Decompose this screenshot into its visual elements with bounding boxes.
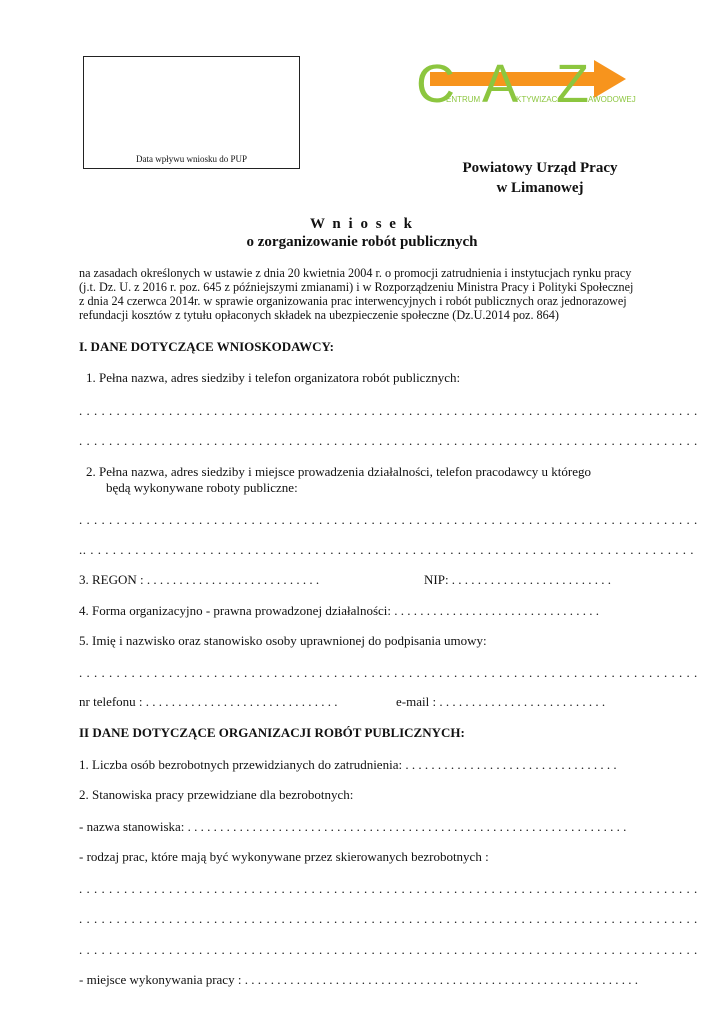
email-field[interactable]: e-mail : . . . . . . . . . . . . . . . . . . . . . . . . . . [396, 694, 606, 709]
legal-basis-line: refundacji kosztów z tytułu opłaconych składek na ubezpieczenie społeczne (Dz.U.2014 poz. 864) [79, 308, 559, 322]
legal-basis-line: z dnia 24 czerwca 2014r. w sprawie organizowania prac interwencyjnych i robót publicznych oraz jednorazowej [79, 294, 627, 308]
question-signatory: 5. Imię i nazwisko oraz stanowisko osoby uprawnionej do podpisania umowy: [79, 633, 487, 648]
logo-letter-z: Z [556, 54, 589, 114]
office-name: Powiatowy Urząd Pracy [462, 160, 618, 176]
logo-letter-a: A [482, 54, 519, 114]
section-1-heading: I. DANE DOTYCZĄCE WNIOSKODAWCY: [79, 339, 334, 354]
question-organizer-name: 1. Pełna nazwa, adres siedziby i telefon organizatora robót publicznych: [86, 370, 461, 385]
legal-basis-line: na zasadach określonych w ustawie z dnia 20 kwietnia 2004 r. o promocji zatrudnienia i instytucjach rynku pracy [79, 266, 632, 280]
caz-logo [416, 52, 636, 114]
position-name-field[interactable]: - nazwa stanowiska: . . . . . . . . . . . . . . . . . . . . . . . . . . . . . . . . . . . . . . . . . . . . . . . . . . . . . . . . . . . . . . . . . . . . [79, 819, 627, 834]
logo-letter-c: C [416, 54, 455, 114]
unemployed-count-field[interactable]: 1. Liczba osób bezrobotnych przewidzianych do zatrudnienia: . . . . . . . . . . . . . . . . . . . . . . . . . . . . . . . . . [79, 757, 617, 772]
logo-word-entrum: ENTRUM [446, 95, 481, 104]
phone-field[interactable]: nr telefonu : . . . . . . . . . . . . . . . . . . . . . . . . . . . . . . [79, 694, 338, 709]
intake-date-box[interactable] [83, 56, 300, 169]
fill-line[interactable]: . . . . . . . . . . . . . . . . . . . . . . . . . . . . . . . . . . . . . . . . . . . . . . . . . . . . . . . . . . . . . . . . . . . . . . . . . . . . . . . . . . . [79, 665, 698, 680]
logo-word-ktywizacji: KTYWIZACJI [516, 95, 564, 104]
document-subtitle: o zorganizowanie robót publicznych [246, 234, 478, 250]
nip-field[interactable]: NIP: . . . . . . . . . . . . . . . . . . . . . . . . . [424, 572, 612, 587]
fill-line[interactable]: . . . . . . . . . . . . . . . . . . . . . . . . . . . . . . . . . . . . . . . . . . . . . . . . . . . . . . . . . . . . . . . . . . . . . . . . . . . . . . . . . . . [79, 911, 698, 926]
fill-line[interactable]: .. . . . . . . . . . . . . . . . . . . . . . . . . . . . . . . . . . . . . . . . . . . . . . . . . . . . . . . . . . . . . . . . . . . . . . . . . . . . . . . . . . [79, 542, 694, 557]
question-employer-name: 2. Pełna nazwa, adres siedziby i miejsce prowadzenia działalności, telefon pracodawcy u którego [86, 464, 591, 479]
fill-line[interactable]: . . . . . . . . . . . . . . . . . . . . . . . . . . . . . . . . . . . . . . . . . . . . . . . . . . . . . . . . . . . . . . . . . . . . . . . . . . . . . . . . . . . [79, 881, 698, 896]
section-2-heading: II DANE DOTYCZĄCE ORGANIZACJI ROBÓT PUBLICZNYCH: [79, 725, 465, 740]
question-work-type: - rodzaj prac, które mają być wykonywane przez skierowanych bezrobotnych : [79, 849, 489, 864]
document-title: W n i o s e k [309, 216, 415, 232]
work-place-field[interactable]: - miejsce wykonywania pracy : . . . . . . . . . . . . . . . . . . . . . . . . . . . . . . . . . . . . . . . . . . . . . . . . . . . . . . . . . . . . . [79, 972, 638, 987]
intake-date-label: Data wpływu wniosku do PUP [135, 154, 247, 164]
fill-line[interactable]: . . . . . . . . . . . . . . . . . . . . . . . . . . . . . . . . . . . . . . . . . . . . . . . . . . . . . . . . . . . . . . . . . . . . . . . . . . . . . . . . . . . [79, 433, 698, 448]
question-positions: 2. Stanowiska pracy przewidziane dla bezrobotnych: [79, 787, 354, 802]
fill-line[interactable]: . . . . . . . . . . . . . . . . . . . . . . . . . . . . . . . . . . . . . . . . . . . . . . . . . . . . . . . . . . . . . . . . . . . . . . . . . . . . . . . . . . . [79, 403, 698, 418]
logo-word-awodowej: AWODOWEJ [588, 95, 636, 104]
legal-basis-line: (j.t. Dz. U. z 2016 r. poz. 645 z późniejszymi zmianami) i w Rozporządzeniu Ministra Pracy i Polityki Społecznej [79, 280, 634, 294]
regon-field[interactable]: 3. REGON : . . . . . . . . . . . . . . . . . . . . . . . . . . . [79, 572, 320, 587]
fill-line[interactable]: . . . . . . . . . . . . . . . . . . . . . . . . . . . . . . . . . . . . . . . . . . . . . . . . . . . . . . . . . . . . . . . . . . . . . . . . . . . . . . . . . . . [79, 942, 698, 957]
fill-line[interactable]: . . . . . . . . . . . . . . . . . . . . . . . . . . . . . . . . . . . . . . . . . . . . . . . . . . . . . . . . . . . . . . . . . . . . . . . . . . . . . . . . . . . [79, 512, 698, 527]
question-employer-name-cont: będą wykonywane roboty publiczne: [106, 480, 298, 495]
legal-form-field[interactable]: 4. Forma organizacyjno - prawna prowadzonej działalności: . . . . . . . . . . . . . . . . . . . . . . . . . . . . . . . . [79, 603, 600, 618]
office-city: w Limanowej [496, 180, 584, 196]
logo-arrow [430, 60, 626, 98]
